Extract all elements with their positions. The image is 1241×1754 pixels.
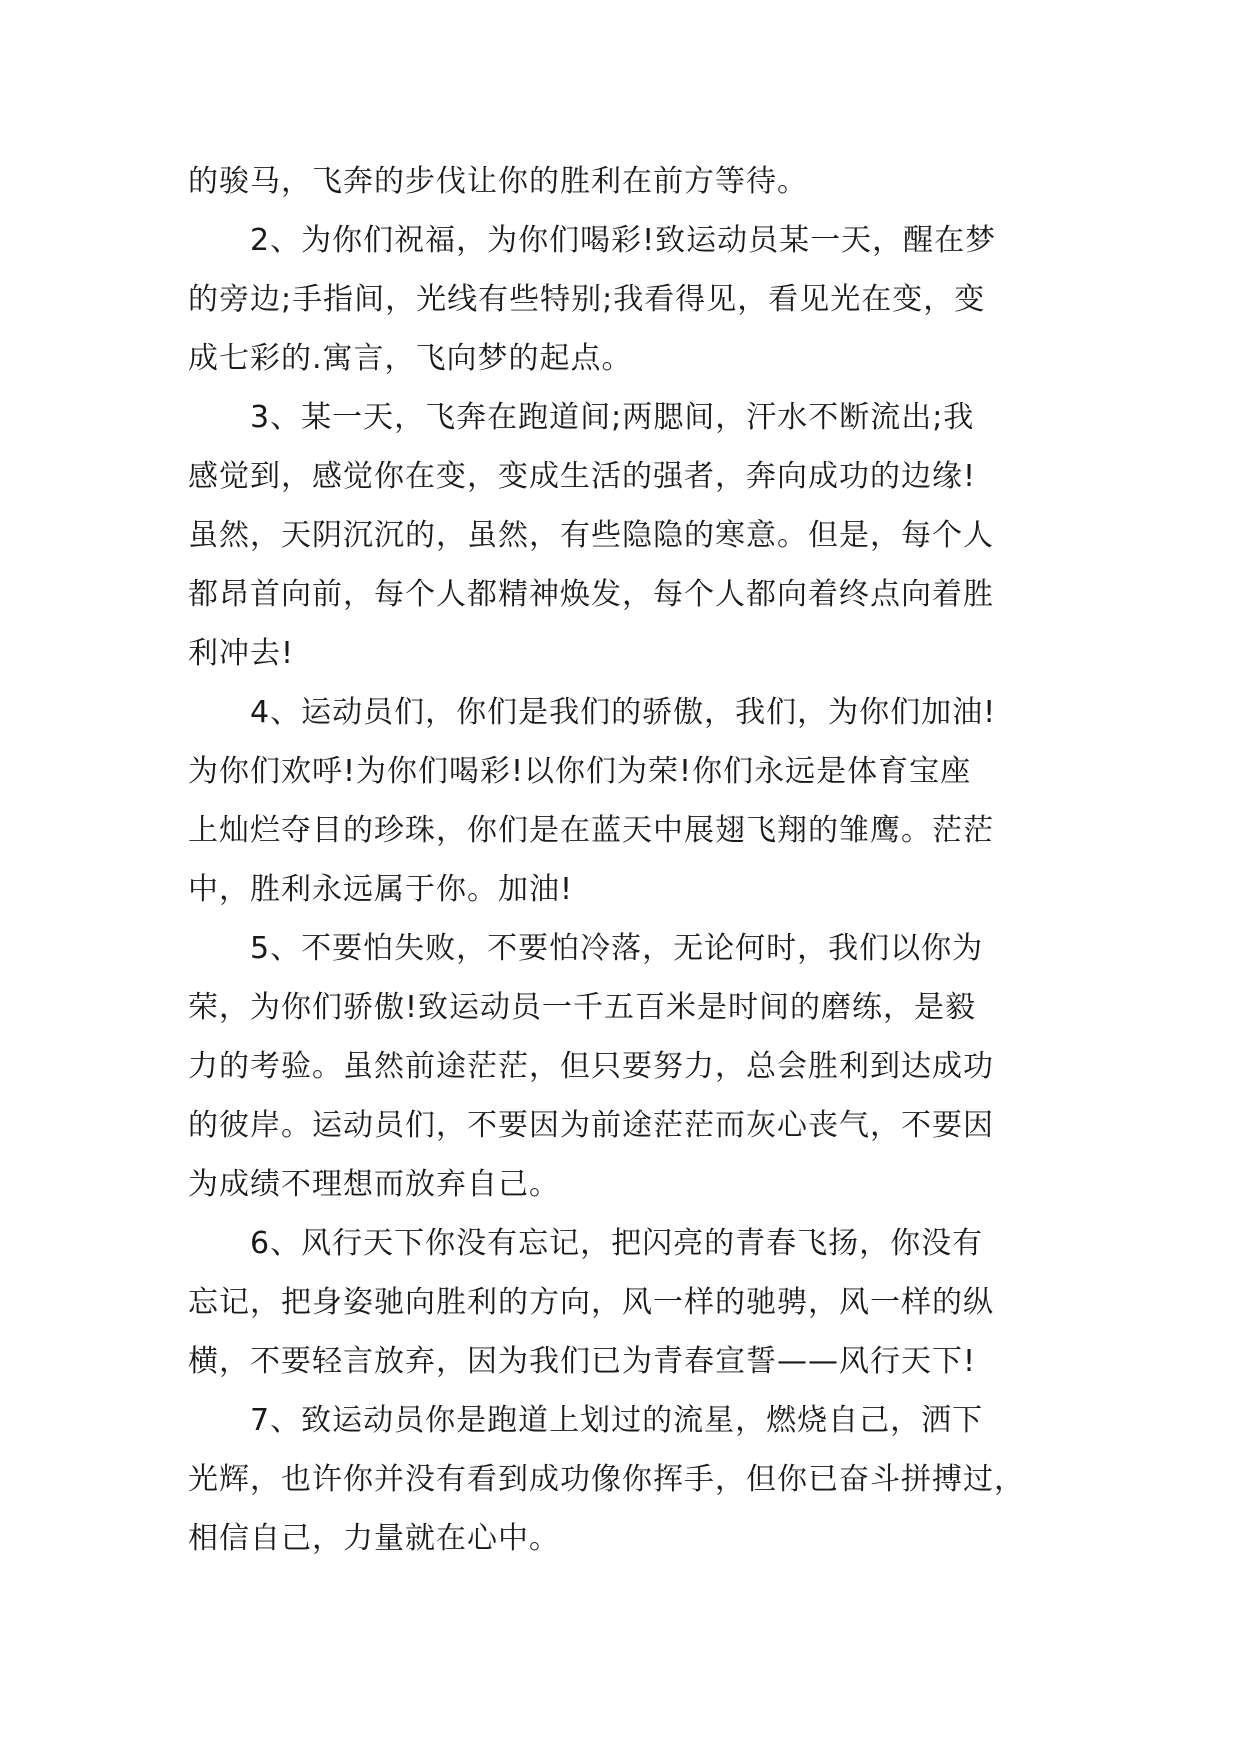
text-line: 成七彩的.寓言，飞向梦的起点。: [188, 341, 633, 376]
text-line: 利冲去!: [188, 636, 295, 671]
document-body: [188, 152, 1058, 1568]
text-line: 光辉，也许你并没有看到成功像你挥手，但你已奋斗拼搏过，: [188, 1462, 1025, 1497]
paragraph-first-line: 2、为你们祝福，为你们喝彩!致运动员某一天，醒在梦: [250, 223, 997, 258]
paragraph-first-line: 5、不要怕失败，不要怕冷落，无论何时，我们以你为: [250, 931, 984, 966]
paragraph-first-line: 7、致运动员你是跑道上划过的流星，燃烧自己，洒下: [250, 1403, 984, 1438]
text-line: 上灿烂夺目的珍珠，你们是在蓝天中展翅飞翔的雏鹰。茫茫: [188, 813, 994, 848]
text-line: 忘记，把身姿驰向胜利的方向，风一样的驰骋，风一样的纵: [188, 1285, 994, 1320]
paragraph-first-line: 4、运动员们，你们是我们的骄傲，我们，为你们加油!: [250, 695, 997, 730]
text-line: 的旁边;手指间，光线有些特别;我看得见，看见光在变，变: [188, 282, 986, 317]
text-line: 相信自己，力量就在心中。: [188, 1521, 560, 1556]
text-line: 的骏马，飞奔的步伐让你的胜利在前方等待。: [188, 164, 808, 199]
text-line: 都昂首向前，每个人都精神焕发，每个人都向着终点向着胜: [188, 577, 994, 612]
text-line: 为成绩不理想而放弃自己。: [188, 1167, 560, 1202]
paragraph-first-line: 6、风行天下你没有忘记，把闪亮的青春飞扬，你没有: [250, 1226, 984, 1261]
text-line: 荣，为你们骄傲!致运动员一千五百米是时间的磨练，是毅: [188, 990, 977, 1025]
text-line: 的彼岸。运动员们，不要因为前途茫茫而灰心丧气，不要因: [188, 1108, 994, 1143]
text-line: 为你们欢呼!为你们喝彩!以你们为荣!你们永远是体育宝座: [188, 754, 972, 789]
paragraph-first-line: 3、某一天，飞奔在跑道间;两腮间，汗水不断流出;我: [250, 400, 975, 435]
text-line: 中，胜利永远属于你。加油!: [188, 872, 574, 907]
text-line: 力的考验。虽然前途茫茫，但只要努力，总会胜利到达成功: [188, 1049, 994, 1084]
text-line: 横，不要轻言放弃，因为我们已为青春宣誓——风行天下!: [188, 1344, 977, 1379]
text-line: 感觉到，感觉你在变，变成生活的强者，奔向成功的边缘!: [188, 459, 977, 494]
text-line: 虽然，天阴沉沉的，虽然，有些隐隐的寒意。但是，每个人: [188, 518, 994, 553]
